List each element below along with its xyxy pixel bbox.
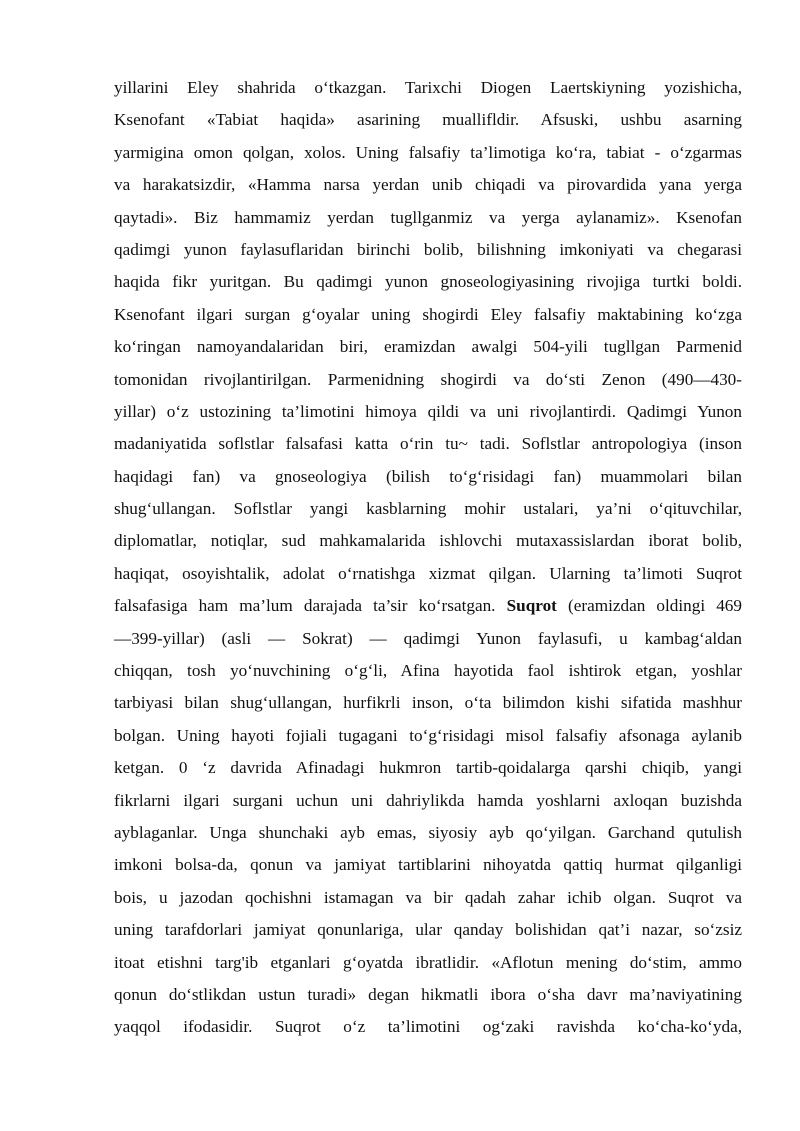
text-line bbox=[114, 849, 742, 881]
text-line bbox=[114, 882, 742, 914]
text-line bbox=[114, 493, 742, 525]
text-line bbox=[114, 979, 742, 1011]
text-run: Ksenofant ilgari surgan g‘oyalar uning shogirdi Eley falsafiy maktabining ko‘zga bbox=[114, 304, 742, 324]
text-run: yillarini Eley shahrida o‘tkazgan. Tarixchi Diogen Laertskiyning yozishicha, bbox=[114, 78, 742, 97]
text-run: tarbiyasi bilan shug‘ullangan, hurfikrli inson, o‘ta bilimdon kishi sifatida mashhur bbox=[114, 693, 742, 713]
text-run: shug‘ullangan. Soflstlar yangi kasblarning mohir ustalari, ya’ni o‘qituvchilar, bbox=[114, 499, 742, 519]
text-run: qonun do‘stlikdan ustun turadi» degan hikmatli ibora o‘sha davr ma’naviyatining bbox=[114, 984, 742, 1004]
text-line bbox=[114, 331, 742, 363]
text-run: madaniyatida soflstlar falsafasi katta o‘rin tu~ tadi. Soflstlar antropologiya (inson bbox=[114, 434, 742, 454]
text-line bbox=[114, 817, 742, 849]
text-run: ayblaganlar. Unga shunchaki ayb emas, siyosiy ayb qo‘yilgan. Garchand qutulish bbox=[114, 822, 742, 842]
text-run: chiqqan, tosh yo‘nuvchining o‘g‘li, Afina hayotida faol ishtirok etgan, yoshlar bbox=[114, 661, 742, 681]
text-line bbox=[114, 687, 742, 719]
text-line bbox=[114, 104, 742, 136]
text-run: haqidagi fan) va gnoseologiya (bilish to‘g‘risidagi fan) muammolari bilan bbox=[114, 466, 742, 486]
text-run: ketgan. 0 ‘z davrida Afinadagi hukmron tartib-qoidalarga qarshi chiqib, yangi bbox=[114, 758, 742, 778]
text-run: Ksenofant «Tabiat haqida» asarining muallifldir. Afsuski, ushbu asarning bbox=[114, 110, 742, 130]
text-run: fikrlarni ilgari surgani uchun uni dahriylikda hamda yoshlarni axloqan buzishda bbox=[114, 790, 742, 810]
text-line bbox=[114, 947, 742, 979]
text-run: diplomatlar, notiqlar, sud mahkamalarida ishlovchi mutaxassislardan iborat bolib, bbox=[114, 531, 742, 551]
text-line bbox=[114, 169, 742, 201]
text-line bbox=[114, 590, 742, 622]
text-line bbox=[114, 525, 742, 557]
text-line bbox=[114, 655, 742, 687]
text-run: yarmigina omon qolgan, xolos. Uning falsafiy ta’limotiga ko‘ra, tabiat - o‘zgarmas bbox=[114, 142, 742, 162]
text-run: va harakatsizdir, «Hamma narsa yerdan unib chiqadi va pirovardida yana yerga bbox=[114, 175, 742, 195]
text-run: haqiqat, osoyishtalik, adolat o‘rnatishga xizmat qilgan. Ularning ta’limoti Suqrot bbox=[114, 563, 742, 583]
text-line bbox=[114, 72, 742, 104]
text-run: bolgan. Uning hayoti fojiali tugagani to‘g‘risidagi misol falsafiy afsonaga aylanib bbox=[114, 725, 742, 745]
bold-term: Suqrot bbox=[506, 596, 557, 616]
text-run: yaqqol ifodasidir. Suqrot o‘z ta’limotini og‘zaki ravishda ko‘cha-ko‘yda, bbox=[114, 1017, 742, 1037]
text-run: imkoni bolsa-da, qonun va jamiyat tartiblarini nihoyatda qattiq hurmat qilganligi bbox=[114, 855, 742, 875]
text-line bbox=[114, 720, 742, 752]
text-run: —399-yillar) (asli — Sokrat) — qadimgi Yunon faylasufi, u kambag‘aldan bbox=[114, 628, 742, 648]
text-run: bois, u jazodan qochishni istamagan va bir qadah zahar ichib olgan. Suqrot va bbox=[114, 887, 742, 907]
text-line bbox=[114, 914, 742, 946]
text-run: yillar) o‘z ustozining ta’limotini himoya qildi va uni rivojlantirdi. Qadimgi Yunon bbox=[114, 401, 742, 421]
text-line bbox=[114, 785, 742, 817]
text-run: qaytadi». Biz hammamiz yerdan tugllganmiz va yerga aylanamiz». Ksenofan bbox=[114, 207, 742, 227]
text-line bbox=[114, 202, 742, 234]
text-run: (eramizdan oldingi 469 bbox=[556, 596, 742, 616]
text-run: haqida fikr yuritgan. Bu qadimgi yunon gnoseologiyasining rivojiga turtki boldi. bbox=[114, 272, 742, 292]
text-run: ko‘ringan namoyandalaridan biri, eramizdan awalgi 504-yili tugllgan Parmenid bbox=[114, 337, 742, 357]
text-run: itoat etishni targ'ib etganlari g‘oyatda ibratlidir. «Aflotun mening do‘stim, ammo bbox=[114, 952, 742, 972]
document-page bbox=[114, 72, 742, 1044]
text-line bbox=[114, 623, 742, 655]
text-line bbox=[114, 137, 742, 169]
text-line bbox=[114, 234, 742, 266]
text-line bbox=[114, 396, 742, 428]
text-line bbox=[114, 299, 742, 331]
text-line bbox=[114, 364, 742, 396]
text-run: falsafasiga ham ma’lum darajada ta’sir ko‘rsatgan. bbox=[114, 596, 507, 616]
text-line bbox=[114, 752, 742, 784]
text-run: qadimgi yunon faylasuflaridan birinchi bolib, bilishning imkoniyati va chegarasi bbox=[114, 239, 742, 259]
text-line bbox=[114, 266, 742, 298]
text-run: tomonidan rivojlantirilgan. Parmenidning shogirdi va do‘sti Zenon (490—430- bbox=[114, 369, 742, 389]
text-line bbox=[114, 461, 742, 493]
text-run: uning tarafdorlari jamiyat qonunlariga, ular qanday bolishidan qat’i nazar, so‘zsiz bbox=[114, 920, 742, 940]
text-line bbox=[114, 558, 742, 590]
text-line bbox=[114, 428, 742, 460]
text-line bbox=[114, 1011, 742, 1043]
